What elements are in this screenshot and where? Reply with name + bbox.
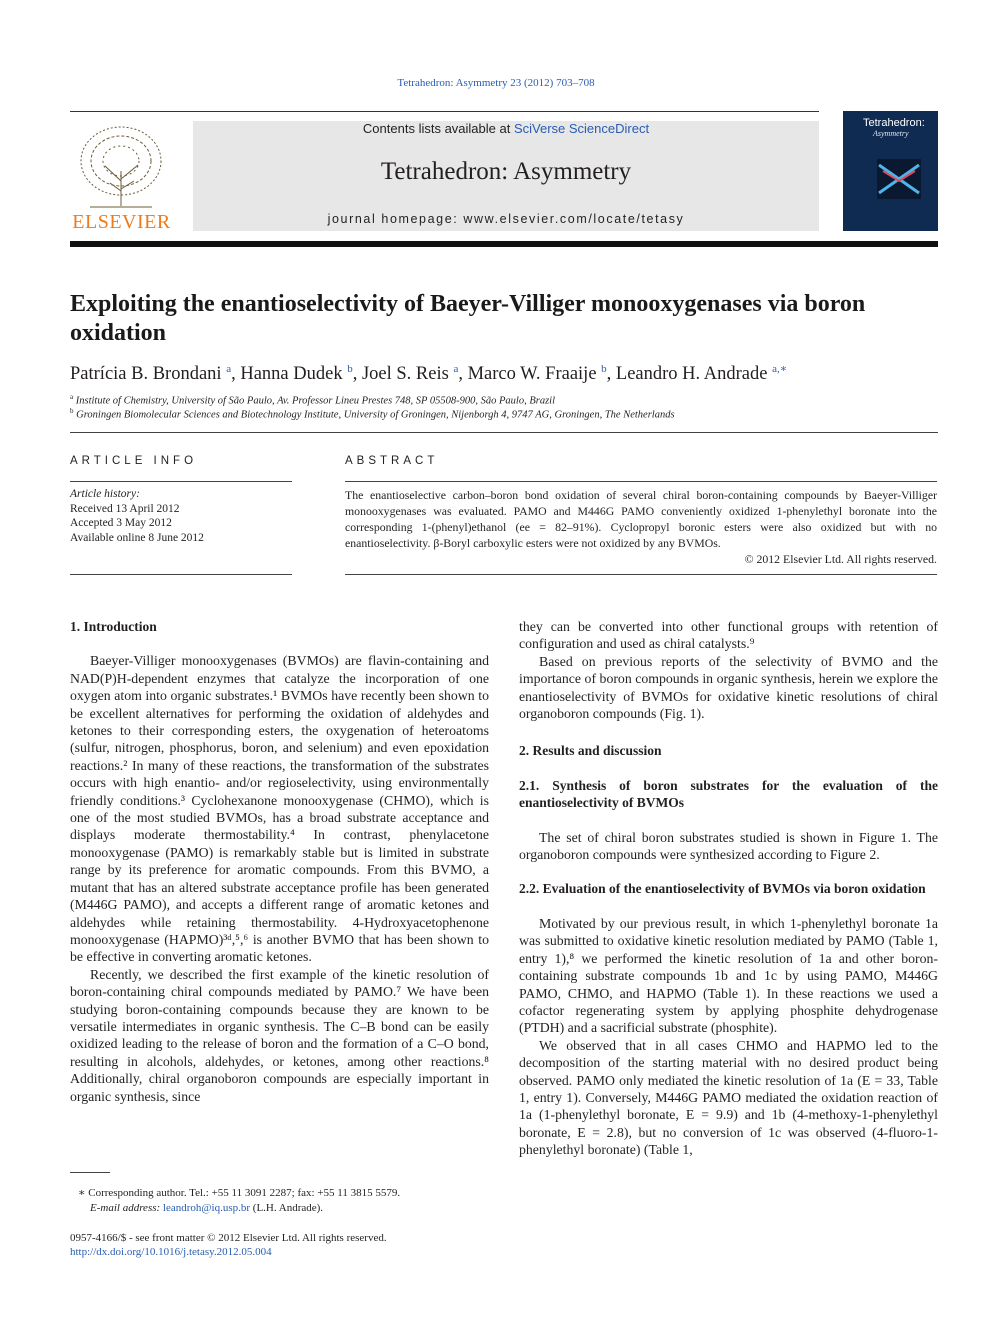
divider <box>70 432 938 433</box>
header-thick-rule <box>70 241 938 247</box>
author-name[interactable]: Leandro H. Andrade <box>615 364 768 385</box>
author-affil-mark[interactable]: a <box>453 363 459 375</box>
abstract-body <box>345 487 937 567</box>
history-online: Available online 8 June 2012 <box>70 531 204 544</box>
history-received: Received 13 April 2012 <box>70 502 180 515</box>
article-title: Exploiting the enantioselectivity of Baeyer-Villiger monooxygenases via boron oxidation <box>70 291 866 346</box>
journal-homepage[interactable]: journal homepage: www.elsevier.com/locate/tetasy <box>327 212 685 226</box>
abstract-text: The enantioselective carbon–boron bond oxidation of several chiral boron-containing compounds by Baeyer-Villiger monooxygenases was evaluated. PAMO and M446G PAMO conveniently oxidized 1-phenylethyl boronate into the corresponding 1-(phenyl)ethanol (ee = 82–91%). Cyclopropyl boronic esters were also oxidized but with no enantioselectivity. β-Boryl carboxylic esters were not oxidized by any BVMOs. <box>345 488 937 550</box>
body-column-right <box>519 618 938 1159</box>
divider <box>345 574 937 575</box>
history-accepted: Accepted 3 May 2012 <box>70 517 172 529</box>
article-info-heading: ARTICLE INFO <box>70 455 198 467</box>
author-list: Patrícia B. Brondani $^a$, Hanna Dudek $^b$, Joel S. Reis $^a$, Marco W. Fraaije $^b$, Leandro H. Andrade $^{a,∗}$ <box>70 363 788 385</box>
header-rule <box>70 111 819 112</box>
author-name[interactable]: Patrícia B. Brondani <box>70 364 222 385</box>
author-affil-mark[interactable]: a <box>226 363 232 375</box>
section-heading-introduction: 1. Introduction <box>70 619 157 634</box>
footnote-rule <box>70 1172 110 1173</box>
email-link[interactable]: leandroh@iq.usp.br <box>162 1202 251 1214</box>
subsection-heading-2-1: 2.1. Synthesis of boron substrates for the evaluation of the enantioselectivity of BVMOs <box>519 777 938 811</box>
affiliation-a: $^a$ Institute of Chemistry, University of São Paulo, Av. Professor Lineu Prestes 748, SP 05508-900, São Paulo, Brazil <box>70 393 556 407</box>
sciencedirect-link[interactable]: SciVerse ScienceDirect <box>513 121 650 136</box>
paragraph: Recently, we described the first example of the kinetic resolution of boron-containing chiral compounds mediated by PAMO.⁷ We have been studying boron-containing compounds because they are known to be versatile intermediates in organic synthesis. The C–B bond can be easily oxidized leading to the release of boron and the formation of a C–O bond, resulting in alcohols, aldehydes, or ketones, among other reactions.⁸ Additionally, chiral organoboron compounds are especially important in organic synthesis, since <box>70 966 489 1104</box>
paragraph: they can be converted into other functional groups with retention of configuration and used as chiral catalysts.⁹ <box>519 619 938 652</box>
cover-graphic <box>877 159 921 199</box>
publisher-wordmark: ELSEVIER <box>72 211 171 233</box>
section-heading-results: 2. Results and discussion <box>519 743 662 759</box>
author-name[interactable]: Marco W. Fraaije <box>467 364 597 385</box>
paragraph: The set of chiral boron substrates studied is shown in Figure 1. The organoboron compounds were synthesized according to Figure 2. <box>519 829 938 863</box>
divider <box>345 481 937 482</box>
paragraph: Based on previous reports of the selectivity of BVMO and the importance of boron compounds in organic synthesis, herein we explore the enantioselectivity of BVMOs for oxidative kinetic resolutions of chiral organoboron compounds (Fig. 1). <box>519 653 938 722</box>
cover-title: Tetrahedron: <box>863 117 925 129</box>
divider <box>70 481 292 482</box>
abstract-heading: ABSTRACT <box>345 455 439 467</box>
paragraph: Motivated by our previous result, in which 1-phenylethyl boronate 1a was submitted to oxidative kinetic resolution mediated by PAMO (Table 1, entry 1),⁸ we performed the kinetic resolution of 1a and other boron-containing substrate compounds 1b and 1c by using PAMO, M446G PAMO, CHMO, and HAPMO (Table 1). In these reactions we used a cofactor regenerating system by applying phosphite dehydrogenase (PTDH) and a sacrificial substrate (phosphite). <box>519 915 938 1036</box>
issn-line: 0957-4166/$ - see front matter © 2012 Elsevier Ltd. All rights reserved. <box>70 1232 387 1244</box>
author-affil-mark[interactable]: b <box>601 363 607 375</box>
abstract-copyright: © 2012 Elsevier Ltd. All rights reserved. <box>744 552 937 566</box>
journal-title: Tetrahedron: Asymmetry <box>380 158 632 185</box>
divider <box>70 574 292 575</box>
contents-line: Contents lists available at SciVerse ScienceDirect <box>362 121 650 136</box>
author-name[interactable]: Hanna Dudek <box>240 364 343 385</box>
paragraph: Baeyer-Villiger monooxygenases (BVMOs) are flavin-containing and NAD(P)H-dependent enzymes that catalyze the incorporation of one oxygen atom into organic substrates.¹ BVMOs have recently been shown to be excellent alternatives for performing the oxidation of aldehydes and ketones to their corresponding esters, the oxygenation of heteroatoms (sulfur, nitrogen, phosphorus, boron, and selenium) and even epoxidation reactions.² In many of these reactions, the transformation of the substrates occurs with high enantio- and/or regioselectivity, using environmentally friendly conditions.³ Cyclohexanone monooxygenase (CHMO), which is one of the most studied BVMOs, has a broad substrate acceptance and displays moderate thermostability.⁴ In contrast, phenylacetone monooxygenase (PAMO) is remarkably stable but is limited in substrate range by its preference for aromatic compounds. From this BVMO, a mutant that has an altered substrate acceptance profile has been generated (M446G PAMO), and accepts a different range of aromatic ketones and aldehydes while retaining thermostability. 4-Hydroxyacetophenone monooxygenase (HAPMO)³ᵈ,⁵,⁶ is another BVMO that has been shown to be effective in converting aromatic ketones. <box>70 653 489 965</box>
author-affil-mark[interactable]: a,∗ <box>772 363 788 375</box>
affiliation-b: $^b$ Groningen Biomolecular Sciences and Biotechnology Institute, University of Groningen, Nijenborgh 4, 9747 AG, Groningen, The Netherlands <box>70 407 675 421</box>
subsection-heading-2-2: 2.2. Evaluation of the enantioselectivity of BVMOs via boron oxidation <box>519 881 926 897</box>
body-column-left <box>70 618 489 1105</box>
author-affil-mark[interactable]: b <box>347 363 353 375</box>
journal-citation[interactable]: Tetrahedron: Asymmetry 23 (2012) 703–708 <box>397 77 595 89</box>
journal-cover-image <box>843 111 938 231</box>
doi-link[interactable]: http://dx.doi.org/10.1016/j.tetasy.2012.05.004 <box>70 1246 272 1258</box>
article-history <box>70 487 204 545</box>
author-name[interactable]: Joel S. Reis <box>361 364 449 385</box>
paragraph: We observed that in all cases CHMO and HAPMO led to the decomposition of the starting material with no desired product being observed. PAMO only mediated the kinetic resolution of 1a (E = 33, Table 1, entry 1). Conversely, M446G PAMO mediated the oxidation reaction of 1a (1-phenylethyl boronate, E = 9.9) and 1b (4-methoxy-1-phenylethyl boronate, E = 2.8), but no conversion of 1c was observed (4-fluoro-1-phenylethyl boronate) (Table 1, <box>519 1037 938 1158</box>
cover-subtitle: Asymmetry <box>873 129 909 138</box>
corresponding-author-note: ∗ Corresponding author. Tel.: +55 11 3091 2287; fax: +55 11 3815 5579. <box>78 1187 401 1199</box>
history-label: Article history: <box>70 488 140 500</box>
email-note: E-mail address: leandroh@iq.usp.br (L.H. Andrade). <box>90 1202 324 1214</box>
